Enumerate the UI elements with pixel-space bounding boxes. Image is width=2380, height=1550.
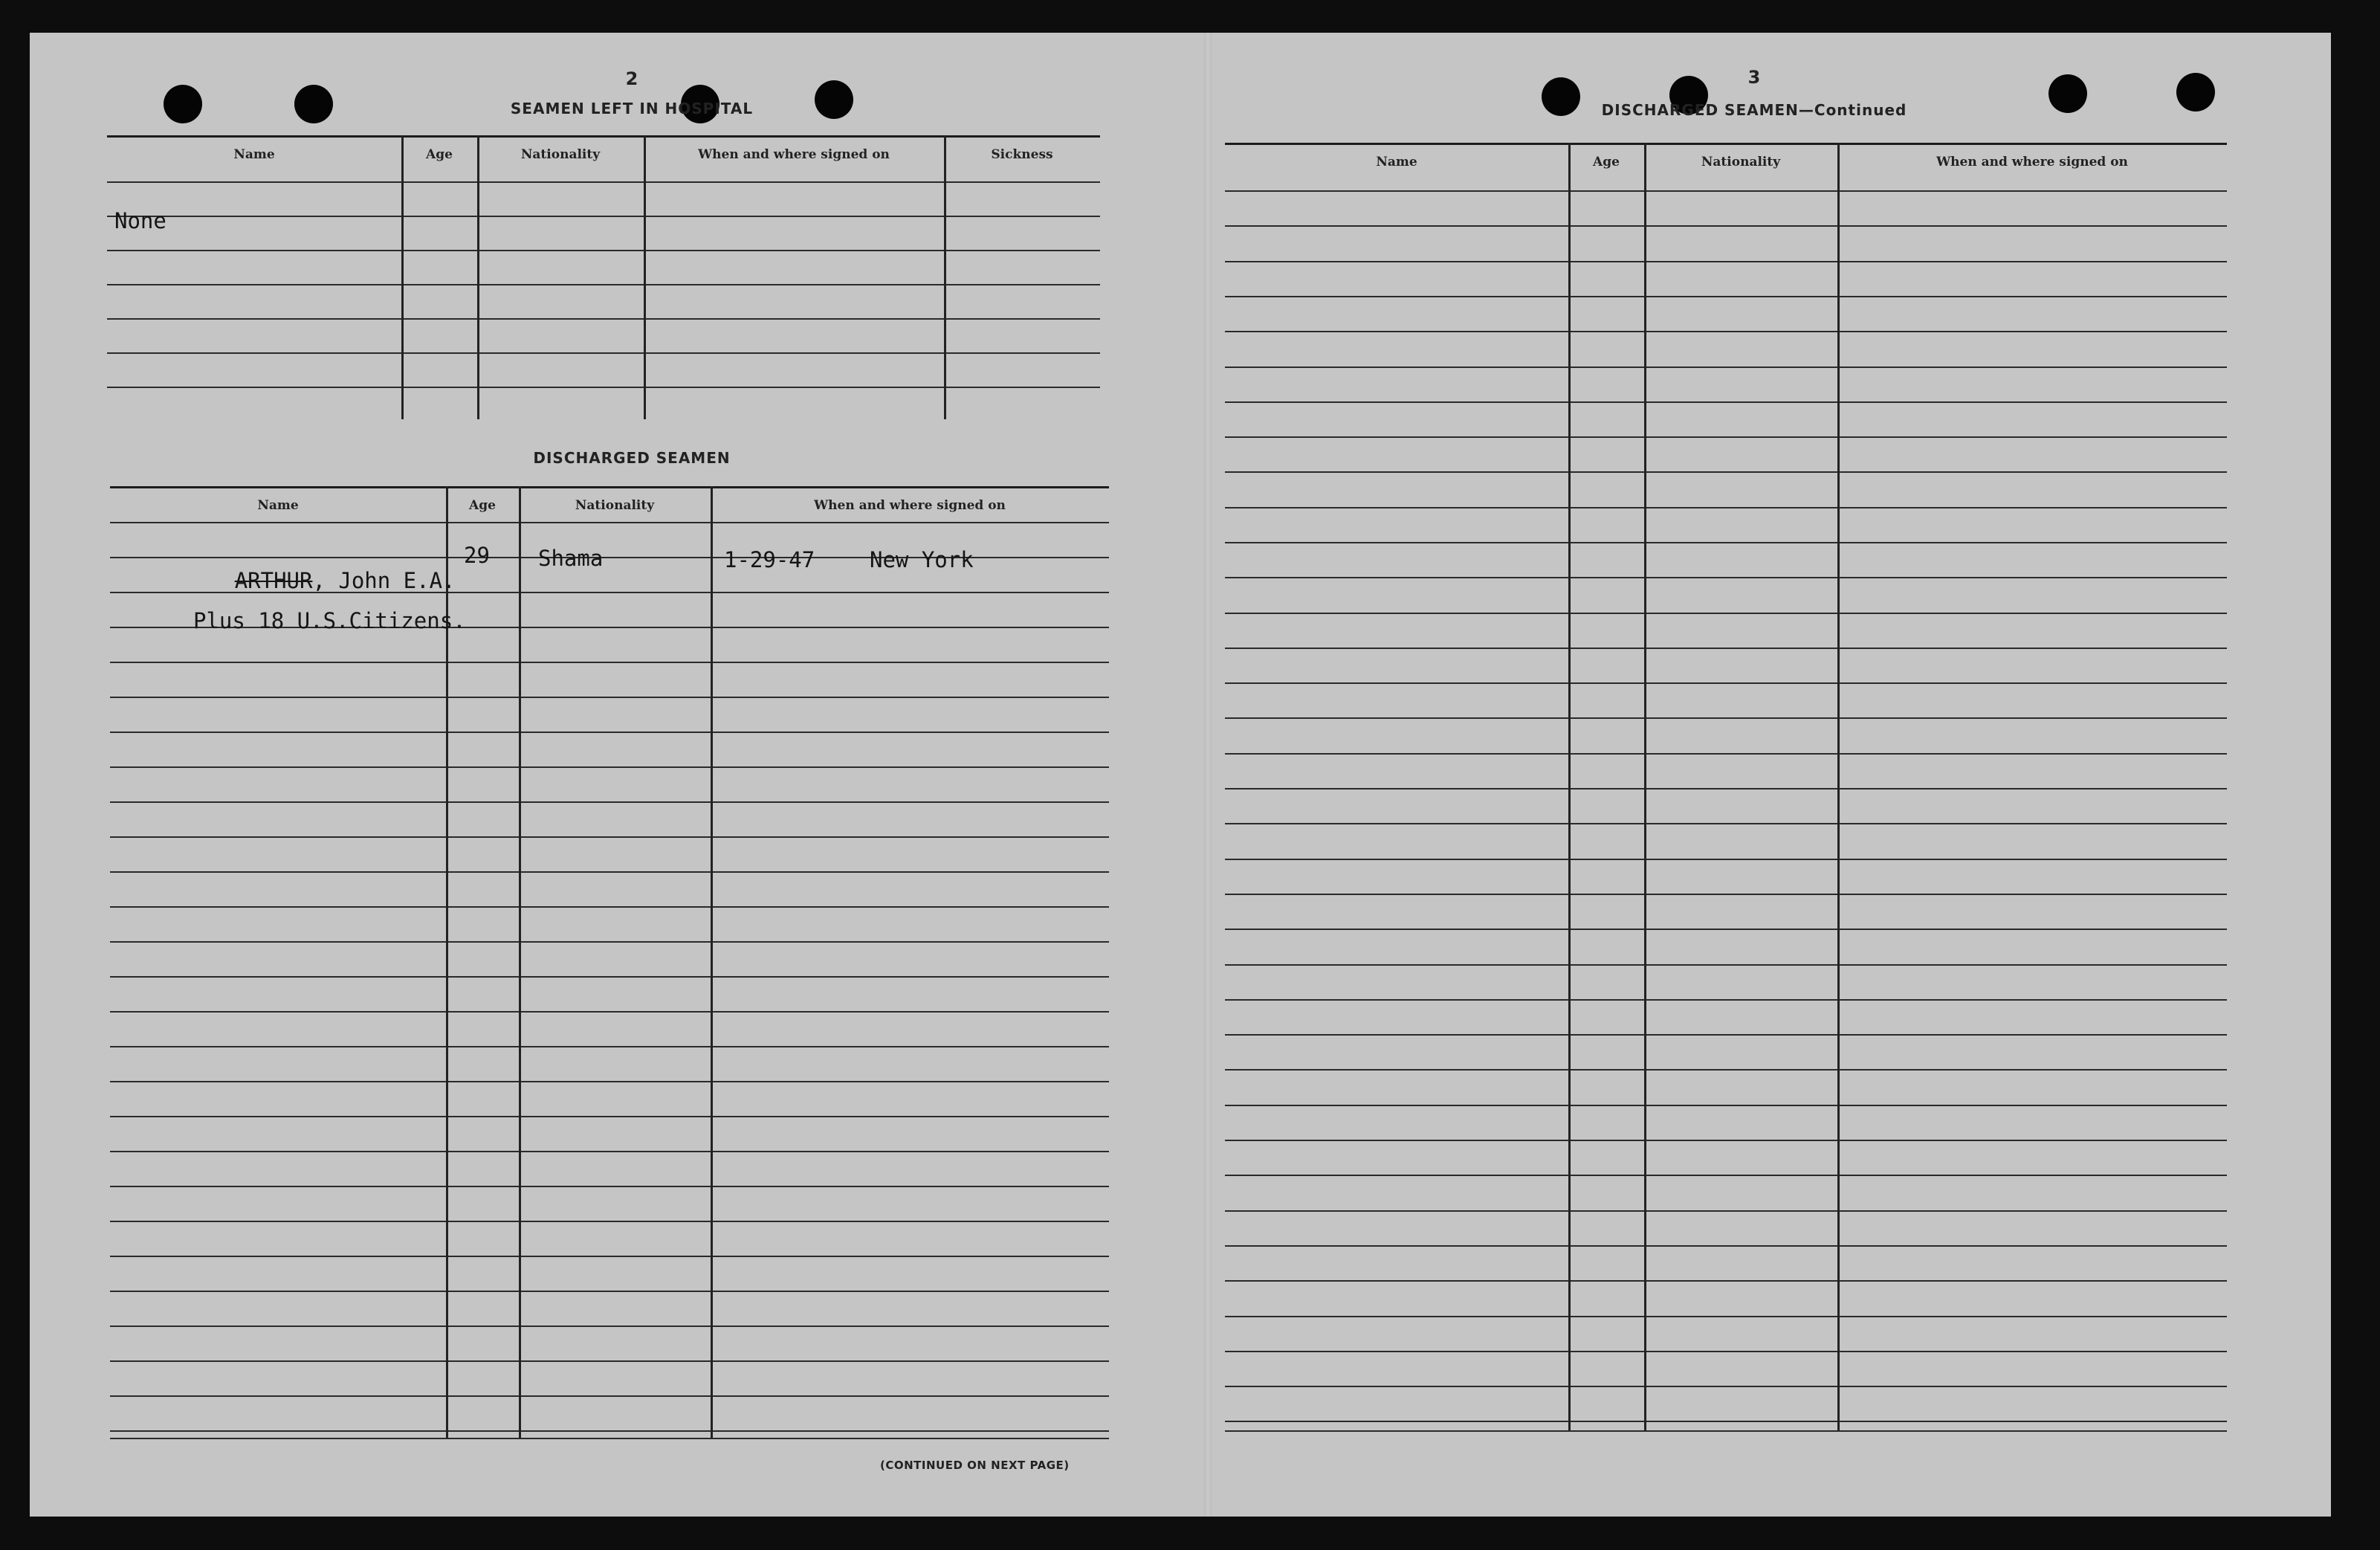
table-row-rule [1225, 225, 2227, 227]
table-row-rule [1225, 1210, 2227, 1212]
table-row-rule [1225, 613, 2227, 614]
table-row-rule [1225, 577, 2227, 578]
page-number: 3 [1747, 67, 1761, 88]
table-row-rule [110, 1325, 1109, 1327]
table-row-rule [110, 766, 1109, 768]
table-row-rule [110, 1291, 1109, 1292]
table-column-divider [644, 135, 646, 419]
table-row-rule [1225, 1069, 2227, 1071]
hospital-row-name: None [114, 208, 166, 233]
table-row-rule [1225, 753, 2227, 755]
table-row-rule [110, 1116, 1109, 1117]
seaman-age: 29 [464, 543, 490, 568]
table-row-rule [110, 836, 1109, 838]
table-row-rule [1225, 436, 2227, 438]
table-row-rule [107, 284, 1100, 285]
table-row-rule [1225, 1034, 2227, 1036]
discharged-section-title: DISCHARGED SEAMEN [533, 449, 731, 467]
table-row-rule [1225, 1105, 2227, 1106]
manifest-sheet [30, 33, 2331, 1517]
table-row-rule [1225, 401, 2227, 403]
table-header-rule [107, 181, 1100, 183]
table-column-divider [1568, 143, 1571, 1430]
table-row-rule [1225, 929, 2227, 930]
punch-hole [2176, 73, 2215, 112]
column-header: Nationality [1701, 155, 1781, 169]
continued-note: (CONTINUED ON NEXT PAGE) [880, 1459, 1070, 1472]
table-column-divider [519, 486, 521, 1438]
table-row-rule [110, 941, 1109, 943]
table-row-rule [107, 387, 1100, 388]
table-column-divider [944, 135, 946, 419]
column-header: Age [469, 498, 496, 513]
table-row-rule [1225, 366, 2227, 368]
column-header: Nationality [575, 498, 655, 513]
table-row-rule [1225, 717, 2227, 719]
table-row-rule [110, 1360, 1109, 1362]
table-top-rule [1225, 143, 2227, 145]
seaman-given-name: , John E.A. [312, 568, 456, 593]
table-row-rule [1225, 331, 2227, 332]
table-row-rule [1225, 788, 2227, 789]
column-header: Name [257, 498, 299, 513]
table-row-rule [110, 1186, 1109, 1187]
column-header: Age [1593, 155, 1620, 169]
table-row-rule [1225, 1421, 2227, 1422]
table-row-rule [1225, 261, 2227, 262]
table-header-rule [1225, 190, 2227, 192]
table-row-rule [107, 352, 1100, 354]
column-header: When and where signed on [698, 147, 890, 162]
seaman-surname: ARTHUR [234, 568, 313, 593]
table-row-rule [110, 1151, 1109, 1152]
column-header: Name [1376, 155, 1417, 169]
table-row-rule [1225, 507, 2227, 508]
table-row-rule [110, 662, 1109, 663]
table-row-rule [1225, 1175, 2227, 1176]
table-top-rule [107, 135, 1100, 138]
discharged-note: Plus 18 U.S.Citizens. [193, 608, 466, 633]
column-header: Sickness [991, 147, 1053, 162]
table-header-rule [110, 522, 1109, 523]
column-header: When and where signed on [1936, 155, 2128, 169]
table-row-rule [110, 1046, 1109, 1047]
punch-hole [294, 85, 333, 123]
table-row-rule [110, 1081, 1109, 1082]
table-row-rule [110, 906, 1109, 908]
table-row-rule [110, 1011, 1109, 1013]
table-top-rule [110, 486, 1109, 488]
table-row-rule [110, 1221, 1109, 1222]
table-row-rule [1225, 471, 2227, 473]
page-number: 2 [625, 68, 638, 89]
table-row-rule [1225, 1140, 2227, 1141]
table-row-rule [110, 801, 1109, 803]
table-column-divider [711, 486, 713, 1438]
table-column-divider [1837, 143, 1840, 1430]
table-row-rule [110, 1430, 1109, 1432]
table-row-rule [1225, 894, 2227, 895]
table-row-rule [107, 250, 1100, 251]
table-row-rule [107, 318, 1100, 320]
table-row-rule [110, 1395, 1109, 1397]
table-bottom-rule [1225, 1430, 2227, 1432]
continued-section-title: DISCHARGED SEAMEN—Continued [1601, 101, 1907, 119]
table-row-rule [1225, 1245, 2227, 1247]
column-header: When and where signed on [814, 498, 1006, 513]
table-row-rule [1225, 999, 2227, 1001]
table-row-rule [1225, 648, 2227, 649]
punch-hole [2048, 74, 2087, 113]
page-fold [1204, 33, 1212, 1517]
table-row-rule [1225, 964, 2227, 966]
seaman-signed-place: New York [870, 547, 974, 572]
table-row-rule [1225, 1280, 2227, 1282]
seaman-nationality: Shama [538, 546, 604, 571]
table-row-rule [110, 976, 1109, 978]
table-row-rule [1225, 542, 2227, 543]
table-row-rule [1225, 859, 2227, 860]
column-header: Name [233, 147, 275, 162]
table-column-divider [477, 135, 479, 419]
table-row-rule [1225, 682, 2227, 684]
table-column-divider [401, 135, 404, 419]
table-row-rule [1225, 1316, 2227, 1317]
table-row-rule [1225, 823, 2227, 824]
punch-hole [164, 85, 202, 123]
table-column-divider [1644, 143, 1646, 1430]
table-row-rule [1225, 1386, 2227, 1387]
table-row-rule [1225, 1351, 2227, 1352]
table-bottom-rule [110, 1438, 1109, 1439]
table-row-rule [107, 216, 1100, 217]
column-header: Age [426, 147, 453, 162]
column-header: Nationality [520, 147, 601, 162]
seaman-signed-date: 1-29-47 [724, 547, 815, 572]
table-row-rule [110, 697, 1109, 698]
table-row-rule [110, 732, 1109, 733]
table-row-rule [1225, 296, 2227, 297]
table-row-rule [110, 1256, 1109, 1257]
table-row-rule [110, 871, 1109, 873]
hospital-section-title: SEAMEN LEFT IN HOSPITAL [510, 100, 754, 117]
